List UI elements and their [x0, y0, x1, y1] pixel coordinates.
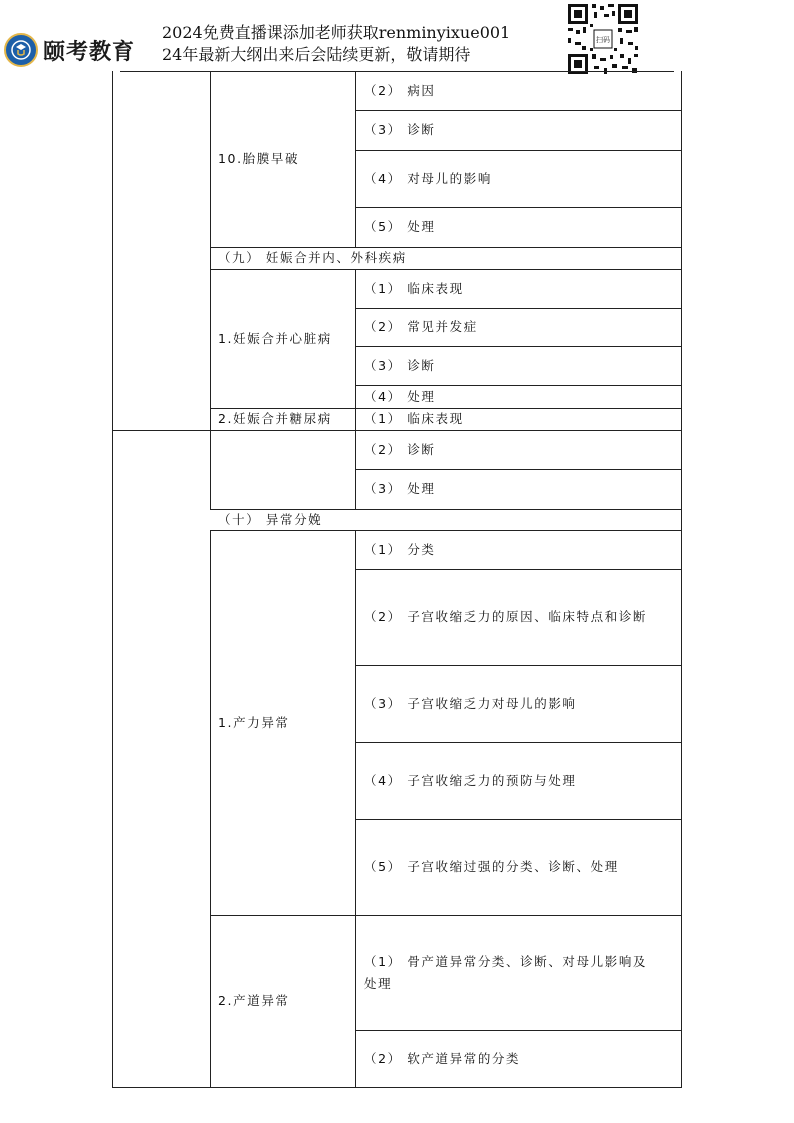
cell-text: （1） 分类: [364, 541, 436, 557]
item-soft-canal: [364, 1030, 679, 1087]
section-10-heading: [218, 509, 678, 530]
promo-line-2: 24年最新大纲出来后会陆续更新，敬请期待: [162, 45, 471, 64]
table-vertical-rule: [112, 71, 113, 430]
item-cause: [364, 71, 679, 110]
cell-text: 1.产力异常: [218, 714, 290, 730]
page-header: [0, 0, 794, 80]
item-classification: [364, 530, 679, 569]
table-vertical-rule: [210, 430, 211, 509]
table-vertical-rule: [681, 71, 682, 430]
section-9-heading: [218, 247, 678, 269]
cell-text: （3） 子宫收缩乏力对母儿的影响: [364, 695, 577, 711]
item-clinical: [364, 269, 679, 308]
cell-text: （2） 诊断: [364, 441, 436, 457]
item-inertia-causes: [364, 569, 679, 665]
topic-heart-disease: [218, 269, 353, 408]
topic-diabetes: [218, 408, 353, 430]
item-inertia-prevention: [364, 742, 679, 819]
cell-text: （4） 子宫收缩乏力的预防与处理: [364, 772, 577, 788]
qr-code-icon[interactable]: [566, 2, 640, 76]
qr-center-label: 扫码: [596, 36, 610, 44]
cell-text: （3） 诊断: [364, 357, 436, 373]
cell-text: （4） 处理: [364, 388, 436, 404]
item-bony-canal: [364, 915, 666, 1030]
item-effect-mother-child: [364, 150, 679, 207]
table-vertical-rule: [355, 530, 356, 1088]
cell-text: （2） 病因: [364, 82, 436, 98]
item-complications: [364, 308, 679, 346]
item-diagnosis: [364, 346, 679, 385]
cell-text: （1） 临床表现: [364, 411, 464, 426]
cell-text: 2.产道异常: [218, 993, 290, 1008]
table-horizontal-rule: [112, 1087, 681, 1088]
item-diagnosis: [364, 430, 679, 469]
item-treatment: [364, 469, 679, 509]
cell-text: （2） 软产道异常的分类: [364, 1050, 521, 1066]
table-vertical-rule: [112, 430, 113, 1088]
item-treatment: [364, 385, 679, 408]
cell-text: （3） 诊断: [364, 122, 436, 137]
topic-birth-canal-abnormal: [218, 915, 353, 1087]
item-hypertonic-contraction: [364, 819, 679, 915]
item-clinical: [364, 408, 679, 430]
promo-text: [162, 22, 564, 66]
table-vertical-rule: [681, 430, 682, 1088]
cell-text: 2.妊娠合并糖尿病: [218, 411, 332, 426]
cell-text: （4） 对母儿的影响: [364, 170, 492, 186]
logo-emblem-icon: [4, 33, 38, 67]
logo-text: 颐考教育: [43, 39, 136, 65]
cell-text: （2） 常见并发症: [364, 319, 478, 334]
cell-text: （九） 妊娠合并内、外科疾病: [218, 250, 407, 265]
cell-text: （十） 异常分娩: [218, 511, 323, 527]
cell-text: （1） 骨产道异常分类、诊断、对母儿影响及 处理: [364, 953, 648, 991]
table-vertical-rule: [355, 269, 356, 430]
cell-text: （3） 处理: [364, 481, 436, 496]
cell-text: 10.胎膜早破: [218, 151, 300, 166]
cell-text: （5） 处理: [364, 219, 436, 234]
cell-text: 1.妊娠合并心脏病: [218, 330, 332, 346]
item-inertia-effect: [364, 665, 679, 742]
table-vertical-rule: [355, 71, 356, 247]
promo-line-1: 2024免费直播课添加老师获取renminyixue001: [162, 23, 511, 42]
table-vertical-rule: [210, 530, 211, 1088]
cell-text: （5） 子宫收缩过强的分类、诊断、处理: [364, 859, 619, 874]
item-diagnosis: [364, 110, 679, 150]
topic-labor-force-abnormal: [218, 530, 353, 915]
topic-premature-rupture: [218, 71, 353, 247]
brand-logo: [4, 30, 154, 70]
cell-text: （1） 临床表现: [364, 280, 464, 296]
cell-text: （2） 子宫收缩乏力的原因、临床特点和诊断: [364, 609, 648, 624]
table-vertical-rule: [210, 71, 211, 430]
item-treatment: [364, 207, 679, 247]
